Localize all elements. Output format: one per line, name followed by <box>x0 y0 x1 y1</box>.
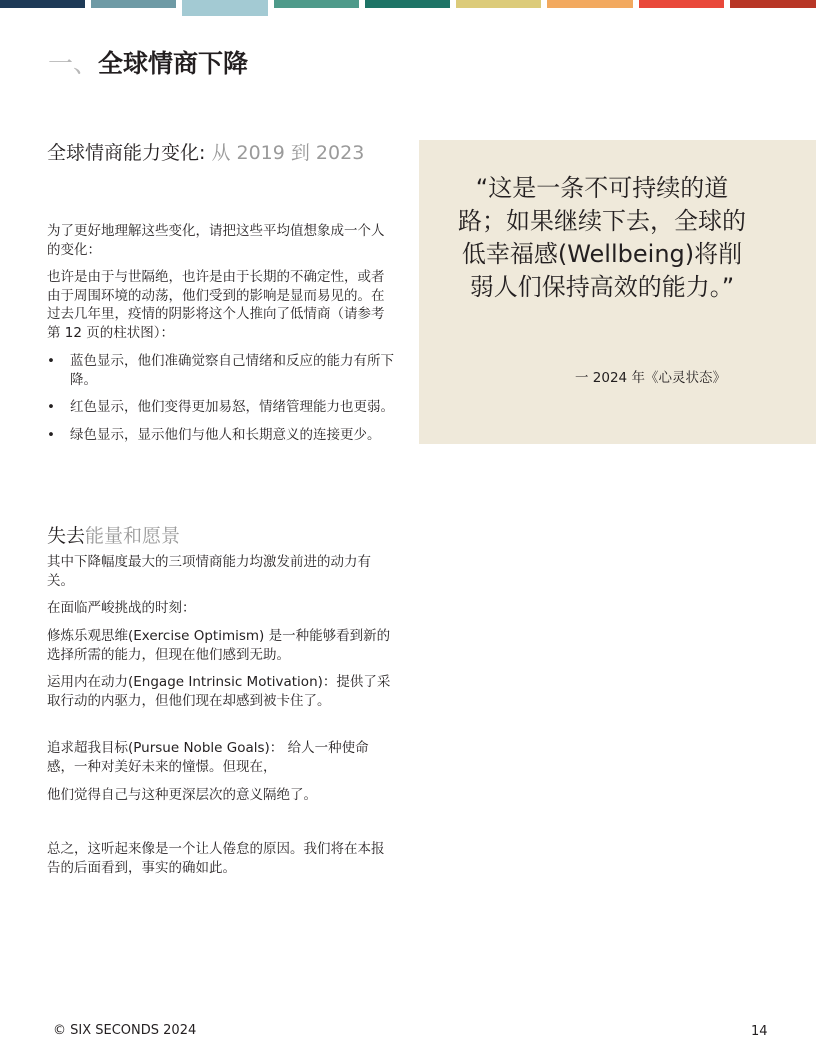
bullet-list <box>47 352 395 453</box>
pull-quote: “这是一条不可持续的道路；如果继续下去，全球的低幸福感(Wellbeing)将削弱人们保持高效的能力。” <box>458 174 746 301</box>
body-paragraph <box>47 553 395 590</box>
list-item <box>47 398 395 417</box>
color-segment <box>456 0 541 8</box>
color-segment-active <box>182 0 268 16</box>
body-text: 在面临严峻挑战的时刻： <box>47 600 196 616</box>
intro-paragraph-1 <box>47 222 395 259</box>
footer-copyright: © SIX SECONDS 2024 <box>53 1023 197 1038</box>
bullet-icon: • <box>47 399 55 415</box>
section-title-text: 全球情商下降 <box>98 49 249 78</box>
intro-text-2: 也许是由于与世隔绝，也许是由于长期的不确定性，或者由于周围环境的动荡，他们受到的影响是显而易见的。在过去几年里，疫情的阴影将这个人推向了低情商（请参考第 12 页的柱状图）： <box>47 269 385 341</box>
list-item-text: 蓝色显示，他们准确觉察自己情绪和反应的能力有所下降。 <box>70 353 394 388</box>
body-paragraph <box>47 786 395 805</box>
body-paragraph <box>47 739 395 776</box>
color-segment <box>274 0 359 8</box>
body-text: 运用内在动力(Engage Intrinsic Motivation)：提供了采取行动的内驱力，但他们现在却感到被卡住了。 <box>47 674 391 709</box>
color-segment <box>730 0 816 8</box>
intro-text-1: 为了更好地理解这些变化，请把这些平均值想象成一个人的变化： <box>47 223 385 258</box>
color-segment <box>639 0 724 8</box>
body-text: 其中下降幅度最大的三项情商能力均激发前进的动力有关。 <box>47 554 371 589</box>
color-segment <box>0 0 85 8</box>
color-bar <box>0 0 816 16</box>
subtitle-main: 全球情商能力变化: <box>47 142 212 164</box>
body-text: 他们觉得自己与这种更深层次的意义隔绝了。 <box>47 787 317 803</box>
body-paragraph <box>47 840 395 877</box>
list-item-text: 绿色显示，显示他们与他人和长期意义的连接更少。 <box>70 426 381 443</box>
page-number: 14 <box>751 1024 768 1039</box>
subtitle <box>47 138 364 165</box>
section-heading-a: 失去 <box>47 525 86 547</box>
color-segment <box>365 0 450 8</box>
bullet-icon: • <box>47 426 55 443</box>
section-number: 一、 <box>48 49 99 78</box>
intro-paragraph-2 <box>47 268 395 342</box>
section-heading <box>47 521 180 548</box>
list-item-text: 红色显示，他们变得更加易怒，情绪管理能力也更弱。 <box>70 399 394 415</box>
body-paragraph <box>47 627 395 664</box>
quote-source: 一 2024 年《心灵状态》 <box>575 370 726 386</box>
body-text: 修炼乐观思维(Exercise Optimism) 是一种能够看到新的选择所需的能力，但现在他们感到无助。 <box>47 628 391 663</box>
page-title <box>48 44 248 80</box>
color-segment <box>547 0 633 8</box>
section-heading-b: 能量和愿景 <box>85 525 181 547</box>
body-text: 总之，这听起来像是一个让人倦怠的原因。我们将在本报告的后面看到，事实的确如此。 <box>47 841 385 876</box>
list-item <box>47 352 395 389</box>
body-text: 追求超我目标(Pursue Noble Goals)： 给人一种使命感，一种对美好未来的憧憬。但现在， <box>47 740 369 775</box>
bullet-icon: • <box>47 353 55 369</box>
subtitle-range: 从 2019 到 2023 <box>211 142 365 164</box>
body-paragraph <box>47 673 395 710</box>
body-paragraph <box>47 599 395 618</box>
color-segment <box>91 0 176 8</box>
list-item <box>47 426 395 445</box>
